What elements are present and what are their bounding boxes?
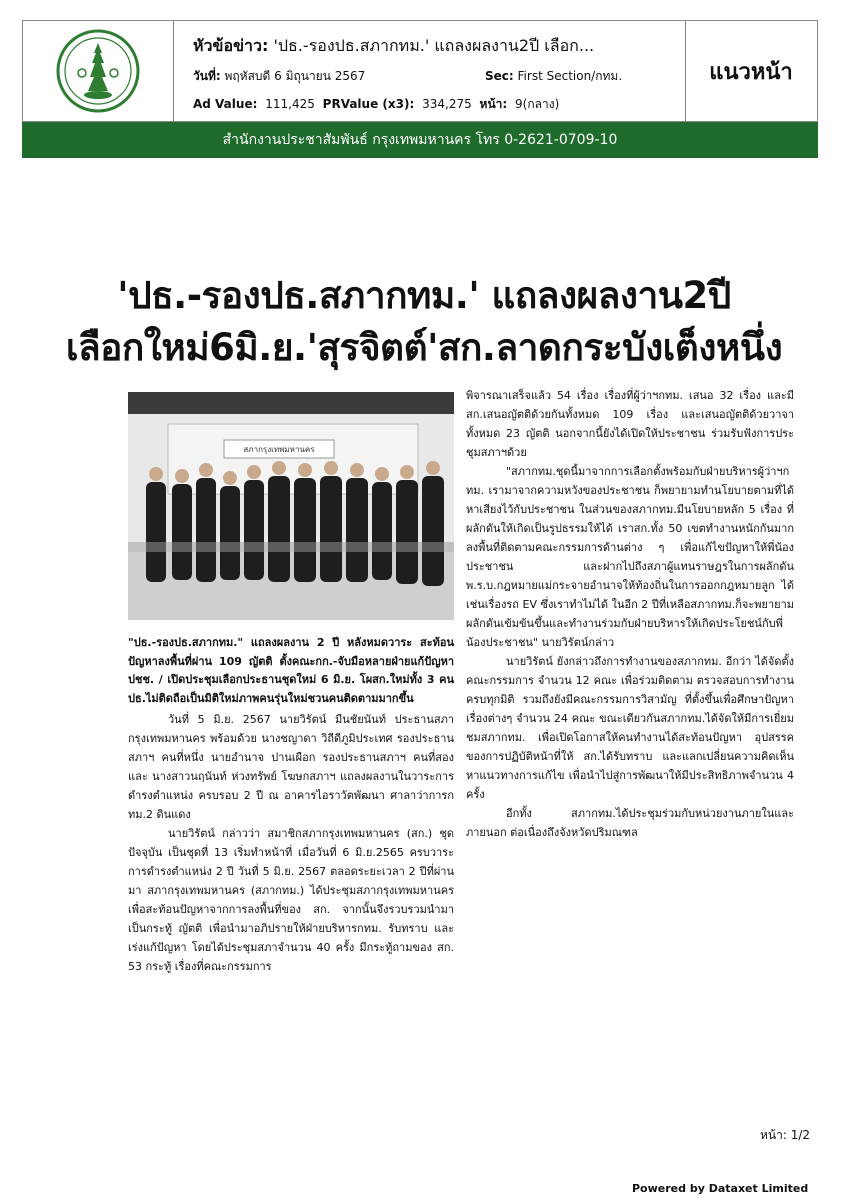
headline-value: 'ปธ.-รองปธ.สภากทม.' แถลงผลงาน2ปี เลือก... xyxy=(273,36,595,55)
paragraph: วันที่ 5 มิ.ย. 2567 นายวิรัตน์ มีนชัยนันท์ ประธานสภากรุงเทพมหานคร พร้อมด้วย นางชญาดา วิถีดีภูมิประเทศ รองประธานสภาฯ คนที่หนึ่ง นายอำนาจ ปานเผือก รองประธานสภาฯ คนที่สอง และ นางสาวนฤนันท์ ห่วงทรัพย์ โฆษกสภาฯ แถลงผลงานในวาระการดำรงตำแหน่ง ครบรอบ 2 ปี ณ อาคารไอราวัตพัฒนา ศาลาว่าการกทม.2 ดินแดง xyxy=(128,713,454,821)
section-info xyxy=(485,67,622,86)
paragraph: อีกทั้ง สภากทม.ได้ประชุมร่วมกับหน่วยงานภายในและภายนอก ต่อเนื่องถึงจังหวัดปริมณฑล xyxy=(466,807,794,839)
photo-sign-text: สภากรุงเทพมหานคร xyxy=(243,445,315,454)
paragraph: พิจารณาเสร็จแล้ว 54 เรื่อง เรื่องที่ผู้ว่าฯกทม. เสนอ 32 เรื่อง และมี สก.เสนอญัตติด้วยกันทั้งหมด 109 เรื่อง และเสนอญัตติด้วยวาจาทั้งหมด 23 ญัตติ นอกจากนี้ยังได้เปิดให้ประชาชน ร่วมรับฟังการประชุมสภาฯด้วย xyxy=(466,389,794,459)
article-title-line1: 'ปธ.-รองปธ.สภากทม.' แถลงผลงาน2ปี xyxy=(117,274,731,317)
paragraph: นายวิรัตน์ กล่าวว่า สมาชิกสภากรุงเทพมหานคร (สก.) ชุดปัจจุบัน เป็นชุดที่ 13 เริ่มทำหน้าที่ เมื่อวันที่ 6 มิ.ย.2565 ครบวาระการดำรงตำแหน่ง 2 ปี วันที่ 5 มิ.ย. 2567 ตลอดระยะเวลา 2 ปีที่ผ่านมา สภากรุงเทพมหานคร (สภากทม.) ได้ประชุมสภากรุงเทพมหานคร เพื่อสะท้อนปัญหาจากการลงพื้นที่ของ สก. จากนั้นจึงรวบรวมนำมาเป็นกระทู้ ญัตติ เพื่อนำมาอภิปรายให้ฝ่ายบริหารกทม. รับทราบ และเร่งแก้ปัญหา โดยได้ประชุมสภาจำนวน 40 ครั้ง มีกระทู้ถามของ สก. 53 กระทู้ เรื่องที่คณะกรรมการ xyxy=(128,827,454,973)
paragraph: นายวิรัตน์ ยังกล่าวถึงการทำงานของสภากทม. อีกว่า ได้จัดตั้งคณะกรรมการ จำนวน 12 คณะ เพื่อร่วมติดตาม ตรวจสอบการทำงานครบทุกมิติ รวมถึงยังมีคณะกรรมการวิสามัญ ที่ตั้งขึ้นเพื่อศึกษาปัญหาเรื่องต่างๆ จำนวน 24 คณะ ขณะเดียวกันสภากทม.ได้จัดให้มีการเยี่ยมชมสภากทม. เพื่อเปิดโอกาสให้คนทำงานได้สะท้อนปัญหา อุปสรรคของการปฏิบัติหน้าที่ให้ สก.ได้รับทราบ และแลกเปลี่ยนความคิดเห็น หาแนวทางการแก้ไข เพื่อนำไปสู่การพัฒนาให้มีประสิทธิภาพจำนวน 4 ครั้ง xyxy=(466,655,794,801)
logo-cell xyxy=(23,21,174,121)
article-column-right xyxy=(466,386,794,842)
article-title-line2: เลือกใหม่6มิ.ย.'สุรจิตต์'สก.ลาดกระบังเต็งหนึ่ง xyxy=(65,326,783,369)
pr-value: 334,275 xyxy=(422,97,472,111)
section-label: Sec: xyxy=(485,69,514,83)
pr-value-label: PRValue (x3): xyxy=(322,97,415,111)
date-value: พฤหัสบดี 6 มิถุนายน 2567 xyxy=(224,69,366,83)
bangkok-seal-logo xyxy=(56,29,140,113)
group-photo-illustration xyxy=(128,392,454,620)
newspaper-name: แนวหน้า xyxy=(709,59,793,85)
article-photo xyxy=(128,392,454,620)
page-label: หน้า: xyxy=(479,97,508,111)
value-row xyxy=(193,95,563,114)
page-indicator: หน้า: 1/2 xyxy=(760,1128,811,1142)
section-value: First Section/กทม. xyxy=(517,69,623,83)
ad-value: 111,425 xyxy=(265,97,315,111)
photo-caption: "ปธ.-รองปธ.สภากทม." แถลงผลงาน 2 ปี หลังหมดวาระ สะท้อนปัญหาลงพื้นที่ผ่าน 109 ญัตติ ตั้งคณะกก.-จับมือหลายฝ่ายแก้ปัญหาปชช. / เปิดประชุมเลือกประธานชุดใหม่ 6 มิ.ย. โผสก.ใหม่ทั้ง 3 คน ปธ.ไม่ติดถือเป็นมิติใหม่ภาพคนรุ่นใหม่ชวนคนติดตามมากขึ้น xyxy=(128,636,454,705)
headline-row xyxy=(193,34,594,59)
page-value: 9(กลาง) xyxy=(515,97,560,111)
headline-label: หัวข้อข่าว: xyxy=(193,36,269,55)
office-contact-bar: สำนักงานประชาสัมพันธ์ กรุงเทพมหานคร โทร 0-2621-0709-10 xyxy=(22,122,818,158)
article-column-left xyxy=(128,710,454,976)
clipping-header xyxy=(22,20,818,122)
date-section-row xyxy=(193,67,623,86)
ad-value-label: Ad Value: xyxy=(193,97,258,111)
meta-cell xyxy=(173,21,686,121)
date-label: วันที่: xyxy=(193,69,221,83)
powered-by: Powered by Dataxet Limited xyxy=(632,1182,809,1195)
paragraph: "สภากทม.ชุดนี้มาจากการเลือกตั้งพร้อมกับฝ่ายบริหารผู้ว่าฯกทม. เรามาจากความหวังของประชาชน ก็พยายามทำนโยบายตามที่ได้หาเสียงไว้กับประชาชน ในส่วนของสภากทม.มีนโยบายหลัก 5 เรื่อง ที่ผลักดันให้เกิดเป็นรูปธรรมให้ได้ เราสก.ทั้ง 50 เขตทำงานหนักกันมากลงพื้นที่ติดตามคณะกรรมการด้านต่าง ๆ เพื่อแก้ไขปัญหาให้พี่น้องประชาชน และฝากไปถึงสภาผู้แทนราษฎรในการผลักดันพ.ร.บ.กฎหมายแม่กระจายอำนาจให้ท้องถิ่นในการออกกฎหมายลูก ได้ เช่นเรื่องรถ EV ซึ่งเราทำไม่ได้ ในอีก 2 ปีที่เหลือสภากทม.ก็จะพยายามผลักดันเข้มข้นขึ้นและทำงานร่วมกับฝ่ายบริหารให้เกิดประโยชน์กับพี่น้องประชาชน" นายวิรัตน์กล่าว xyxy=(466,465,794,649)
